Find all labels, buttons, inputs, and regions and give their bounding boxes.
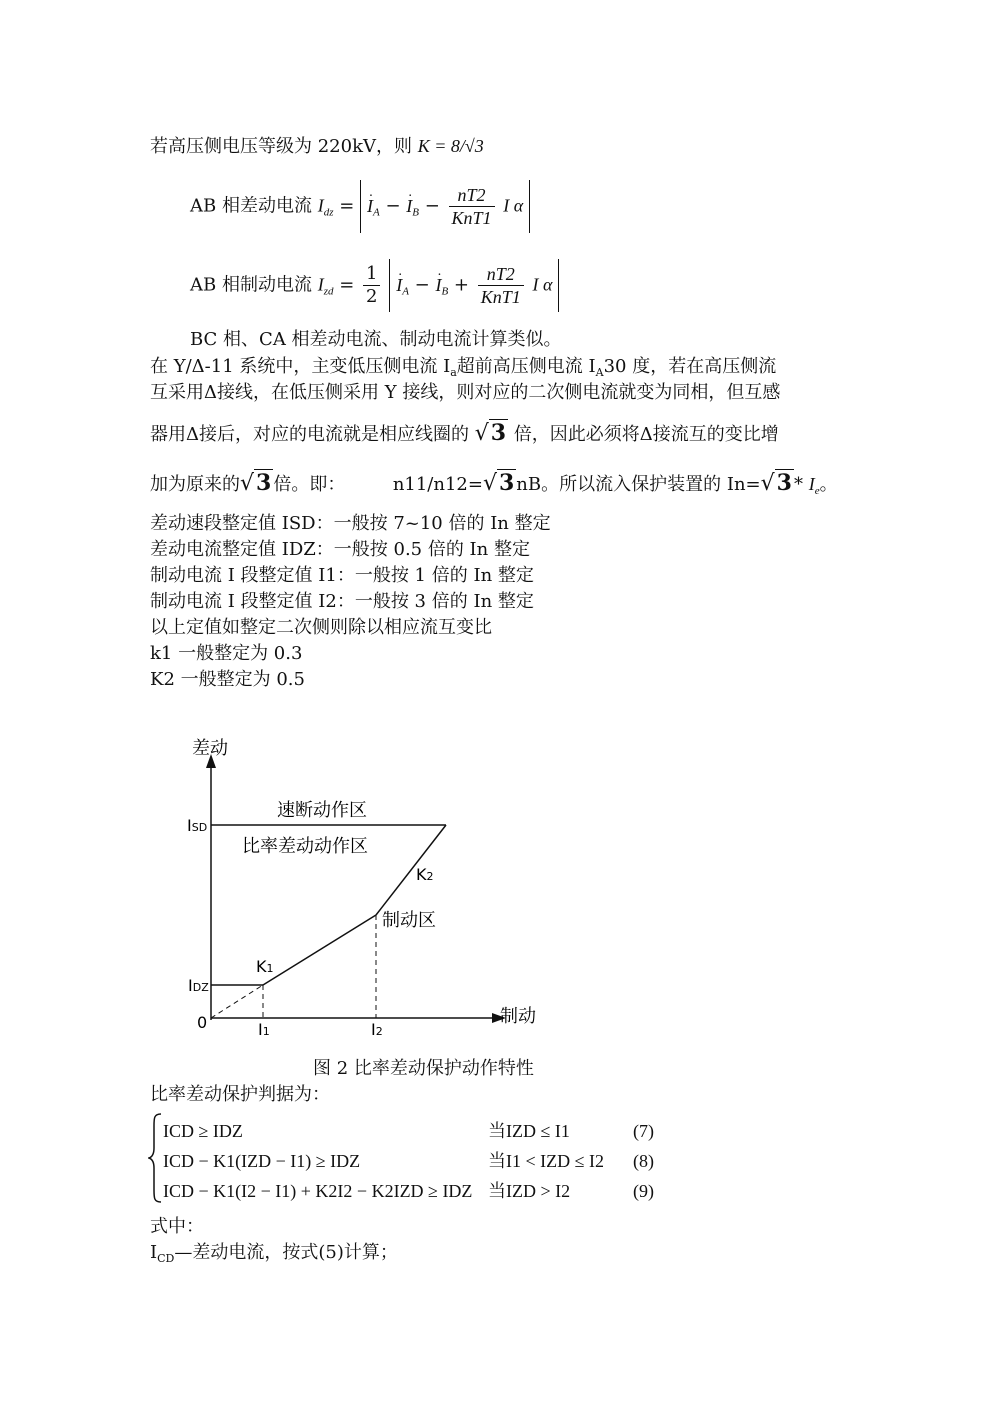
- sqrt3-symbol: √3: [482, 470, 515, 496]
- equation-number: (8): [633, 1151, 654, 1171]
- isd-axis-label: ISD: [187, 816, 208, 835]
- para-y-line2: 互采用Δ接线，在低压侧采用 Y 接线，则对应的二次侧电流就变为同相，但互感: [150, 382, 781, 403]
- para-y-line3: 器用Δ接后，对应的电流就是相应线圈的 √3 倍，因此必须将Δ接流互的变比增: [150, 420, 779, 446]
- y-axis-label: 差动: [192, 738, 228, 759]
- criterion-expr: ICD − K1(IZD − I1) ≥ IDZ: [163, 1151, 361, 1171]
- sqrt3-symbol: √3: [474, 420, 507, 446]
- abs-value-bars: · $I_A$ − · $I_B$ − $\frac{nT2}{\text{KnT1}}$ I α: [360, 180, 530, 233]
- k2-slope: [376, 825, 446, 915]
- origin-dashed-line: [211, 985, 263, 1018]
- criterion-condition: 当I1 < IZD ≤ I2: [488, 1151, 605, 1171]
- x-axis-label: 制动: [500, 1006, 536, 1027]
- equation-number: (7): [633, 1121, 654, 1141]
- criterion-condition: 当IZD ≤ I1: [488, 1121, 570, 1141]
- region-ratio-differential: 比率差动动作区: [242, 836, 368, 857]
- setting-line: K2 一般整定为 0.5: [150, 669, 305, 690]
- para-y-line1: 在 Y/Δ-11 系统中，主变低压侧电流 $I_a$超前高压侧电流 $I_A30$ 度，若在高压侧流: [150, 356, 777, 379]
- setting-line: k1 一般整定为 0.3: [150, 643, 303, 664]
- settings-list: [150, 511, 551, 693]
- characteristic-diagram: [180, 730, 560, 1050]
- k2-label: K2: [416, 865, 434, 884]
- i2-axis-label: I2: [371, 1020, 383, 1039]
- criterion-expr: ICD ≥ IDZ: [163, 1121, 243, 1141]
- eq-ab-res-label: AB 相制动电流: [190, 274, 312, 296]
- sqrt3-symbol: √3: [240, 470, 272, 496]
- k-formula: K = 8/√3: [417, 136, 484, 156]
- equation-number: (9): [633, 1181, 654, 1201]
- ratio-fraction: $\frac{nT2}{\text{KnT1}}$: [478, 263, 524, 308]
- criterion-condition: 当IZD > I2: [488, 1181, 571, 1201]
- para-bc: BC 相、CA 相差动电流、制动电流计算类似。: [190, 329, 562, 350]
- where-icd: $I_{CD}—$差动电流，按式(5)计算；: [150, 1242, 398, 1265]
- left-brace: [148, 1112, 164, 1204]
- k1-slope: [263, 915, 376, 985]
- criterion-title: 比率差动保护判据为：: [150, 1084, 330, 1105]
- abs-value-bars: · $I_A$ − · $I_B$ + $\frac{nT2}{\text{KnT1}}$ I α: [389, 259, 559, 312]
- i1-axis-label: I1: [258, 1020, 270, 1039]
- criteria-numbers: [633, 1116, 654, 1206]
- eq-ab-diff-label: AB 相差动电流: [190, 195, 312, 217]
- eq-ab-restraint: AB 相制动电流 $I_{zd}$ = $\frac{1}{2}$ · $I_A$ − · $I_B$ + $\frac{nT2}{\text{KnT1}}$ I α: [190, 259, 559, 312]
- region-restraint: 制动区: [382, 910, 436, 931]
- sqrt3-symbol: √3: [760, 470, 792, 496]
- setting-line: 以上定值如整定二次侧则除以相应流互变比: [150, 617, 492, 638]
- ratio-fraction: $\frac{nT2}{\text{KnT1}}$: [449, 184, 495, 229]
- setting-line: 差动电流整定值 IDZ：一般按 0.5 倍的 In 整定: [150, 539, 530, 560]
- criteria-expressions: [163, 1116, 472, 1206]
- origin-label: 0: [197, 1013, 208, 1032]
- where-title: 式中：: [150, 1216, 204, 1237]
- para-y-line4: 加为原来的√3 倍。即： n11/n12=√3 nB。所以流入保护装置的 $In=√3 * I_e$。: [150, 470, 838, 497]
- k1-label: K1: [256, 957, 274, 976]
- criteria-conditions: [488, 1116, 604, 1206]
- eq-ab-differential: AB 相差动电流 $I_{dz}$ = · $I_A$ − · $I_B$ − $\frac{nT2}{\text{KnT1}}$ I α: [190, 180, 530, 233]
- setting-line: 制动电流 I 段整定值 I2：一般按 3 倍的 In 整定: [150, 591, 534, 612]
- half-fraction: $\frac{1}{2}$: [363, 263, 380, 308]
- setting-line: 差动速段整定值 ISD：一般按 7~10 倍的 In 整定: [150, 513, 551, 534]
- setting-line: 制动电流 I 段整定值 I1：一般按 1 倍的 In 整定: [150, 565, 534, 586]
- region-quick-trip: 速断动作区: [277, 800, 367, 821]
- intro-prefix: 若高压侧电压等级为 220kV，则: [150, 136, 412, 157]
- criterion-expr: ICD − K1(I2 − I1) + K2I2 − K2IZD ≥ IDZ: [163, 1181, 473, 1201]
- intro-line: [150, 133, 484, 160]
- idz-axis-label: IDZ: [188, 976, 209, 995]
- figure-caption: 图 2 比率差动保护动作特性: [313, 1058, 534, 1079]
